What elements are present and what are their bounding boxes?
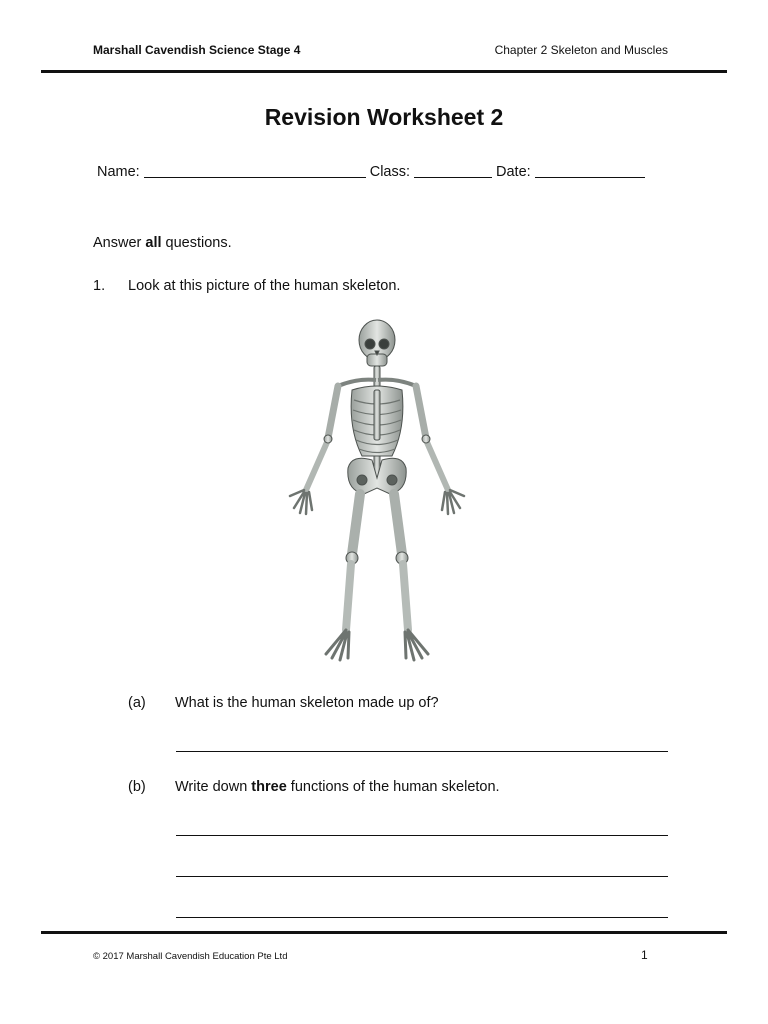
worksheet-title: Revision Worksheet 2 [264,104,504,130]
instructions-prefix: Answer [93,235,146,251]
header-book-title: Marshall Cavendish Science Stage 4 [93,43,301,57]
part-a-text [175,695,439,711]
part-b-emphasis: three [251,779,287,795]
skeleton-figure [282,318,472,673]
part-a-label: (a) [128,695,146,711]
class-label: Class: [369,164,411,180]
name-blank[interactable] [144,163,366,178]
part-b-answer-line-1[interactable] [176,835,668,836]
part-b-answer-line-2[interactable] [176,876,668,877]
instructions-suffix: questions. [161,235,232,251]
human-skeleton-icon [282,318,472,668]
question-1-text: Look at this picture of the human skeleton. [128,278,401,294]
part-a-text-before: What is the human skeleton made up of? [175,695,439,711]
instructions [93,235,232,251]
part-b-text [175,779,500,795]
instructions-emphasis: all [145,235,162,251]
footer-divider [41,931,727,934]
part-a-answer-line[interactable] [176,751,668,752]
date-label: Date: [496,164,531,180]
question-1-number: 1. [93,278,106,294]
part-b-text-after: functions of the human skeleton. [286,779,500,795]
date-blank[interactable] [535,163,645,178]
header-divider [41,70,727,73]
header-chapter: Chapter 2 Skeleton and Muscles [494,43,668,57]
class-blank[interactable] [414,163,492,178]
part-b-text-before: Write down [175,779,252,795]
student-info-row [97,163,649,180]
part-b-answer-line-3[interactable] [176,917,668,918]
name-label: Name: [97,164,140,180]
page-number: 1 [641,948,648,962]
footer-copyright: © 2017 Marshall Cavendish Education Pte Ltd [93,951,288,962]
part-b-label: (b) [128,779,146,795]
